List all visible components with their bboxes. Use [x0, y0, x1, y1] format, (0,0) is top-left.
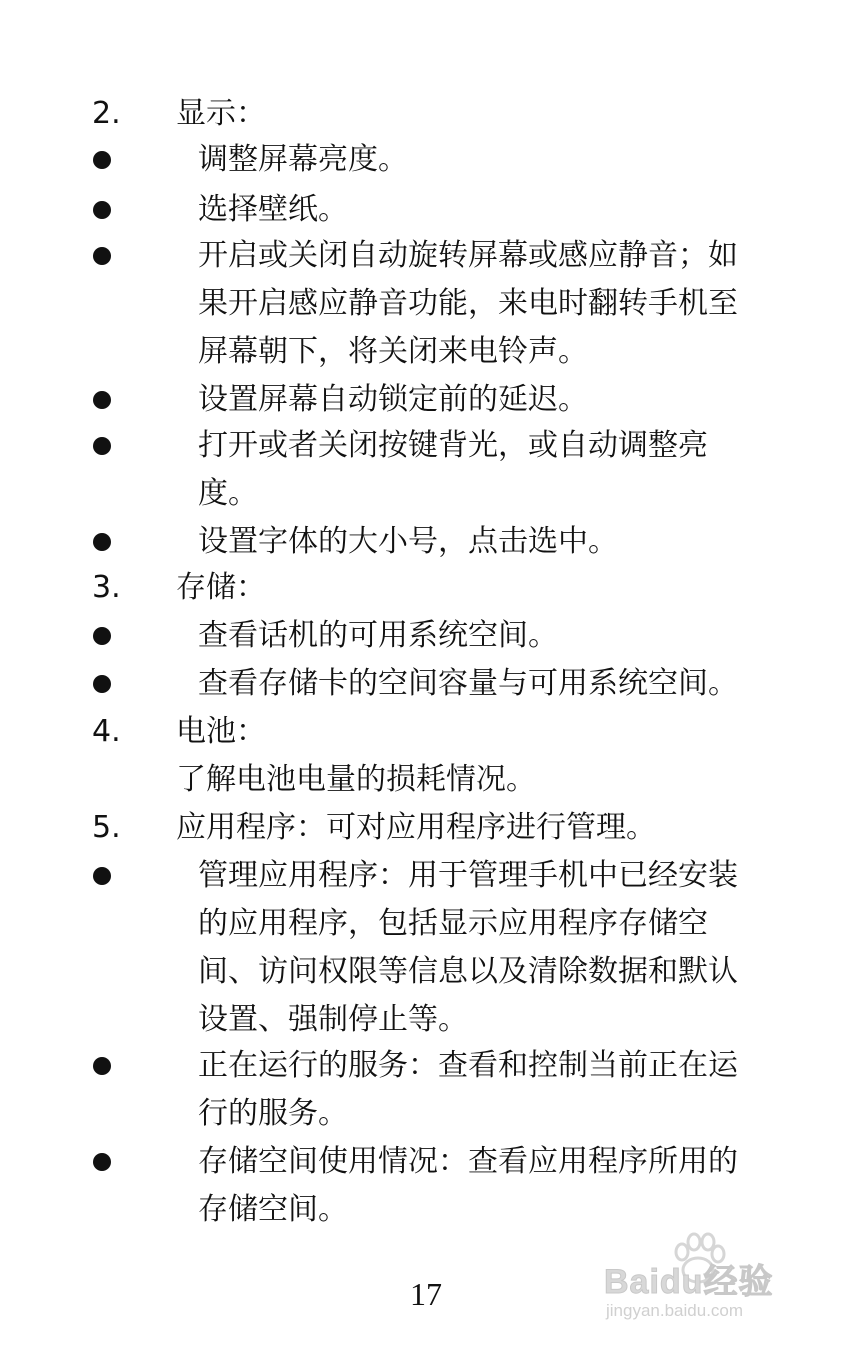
bullet-icon: [93, 533, 111, 551]
baidu-watermark: [604, 1232, 804, 1332]
list-item: [0, 1042, 852, 1090]
list-item-text: 查看话机的可用系统空间。: [198, 618, 558, 653]
list-item-text: 间、访问权限等信息以及清除数据和默认: [198, 954, 738, 989]
list-item-text: 的应用程序，包括显示应用程序存储空: [198, 906, 708, 941]
list-item-text: 设置屏幕自动锁定前的延迟。: [198, 382, 588, 417]
list-item-text: 果开启感应静音功能，来电时翻转手机至: [198, 286, 738, 321]
list-item-continuation: [0, 996, 852, 1044]
list-item-text: 度。: [198, 476, 258, 511]
paragraph-text: 了解电池电量的损耗情况。: [176, 762, 536, 797]
list-item-text: 查看存储卡的空间容量与可用系统空间。: [198, 666, 738, 701]
bullet-icon: [93, 151, 111, 169]
list-item-text: 行的服务。: [198, 1096, 348, 1131]
list-item-text: 存储空间使用情况：查看应用程序所用的: [198, 1144, 738, 1179]
section-number: 2.: [92, 96, 121, 131]
bullet-icon: [93, 1153, 111, 1171]
list-item-continuation: [0, 280, 852, 328]
list-item-text: 打开或者关闭按键背光，或自动调整亮: [198, 428, 708, 463]
list-item-continuation: [0, 470, 852, 518]
list-item-continuation: [0, 328, 852, 376]
section-number: 4.: [92, 714, 121, 749]
list-item: [0, 422, 852, 470]
list-item-text: 正在运行的服务：查看和控制当前正在运: [198, 1048, 738, 1083]
section-title: 显示：: [176, 96, 266, 131]
section-heading-display: [0, 90, 852, 138]
list-item: [0, 852, 852, 900]
list-item-continuation: [0, 948, 852, 996]
list-item: [0, 376, 852, 424]
section-heading-apps: [0, 804, 852, 852]
list-item: [0, 660, 852, 708]
bullet-icon: [93, 627, 111, 645]
section-title: 存储：: [176, 570, 266, 605]
list-item-text: 选择壁纸。: [198, 192, 348, 227]
section-number: 5.: [92, 810, 121, 845]
list-item: [0, 1138, 852, 1186]
list-item-text: 开启或关闭自动旋转屏幕或感应静音；如: [198, 238, 738, 273]
bullet-icon: [93, 247, 111, 265]
list-item-text: 设置、强制停止等。: [198, 1002, 468, 1037]
page-number: 17: [410, 1276, 442, 1312]
watermark-brand: Baidu经验: [604, 1263, 774, 1301]
list-item-text: 管理应用程序：用于管理手机中已经安装: [198, 858, 738, 893]
list-item-continuation: [0, 900, 852, 948]
list-item: [0, 186, 852, 234]
section-title: 应用程序：可对应用程序进行管理。: [176, 810, 656, 845]
list-item: [0, 232, 852, 280]
list-item-continuation: [0, 1090, 852, 1138]
section-number: 3.: [92, 570, 121, 605]
bullet-icon: [93, 437, 111, 455]
list-item: [0, 136, 852, 184]
list-item: [0, 612, 852, 660]
bullet-icon: [93, 201, 111, 219]
bullet-icon: [93, 867, 111, 885]
list-item-text: 屏幕朝下，将关闭来电铃声。: [198, 334, 588, 369]
list-item-continuation: [0, 1186, 852, 1234]
list-item-text: 调整屏幕亮度。: [198, 142, 408, 177]
section-heading-storage: [0, 564, 852, 612]
list-item-text: 存储空间。: [198, 1192, 348, 1227]
watermark-url: jingyan.baidu.com: [606, 1301, 744, 1320]
bullet-icon: [93, 675, 111, 693]
list-item-text: 设置字体的大小号，点击选中。: [198, 524, 618, 559]
list-item: [0, 518, 852, 566]
section-title: 电池：: [176, 714, 266, 749]
bullet-icon: [93, 1057, 111, 1075]
section-heading-battery: [0, 708, 852, 756]
bullet-icon: [93, 391, 111, 409]
section-paragraph: [0, 756, 852, 804]
